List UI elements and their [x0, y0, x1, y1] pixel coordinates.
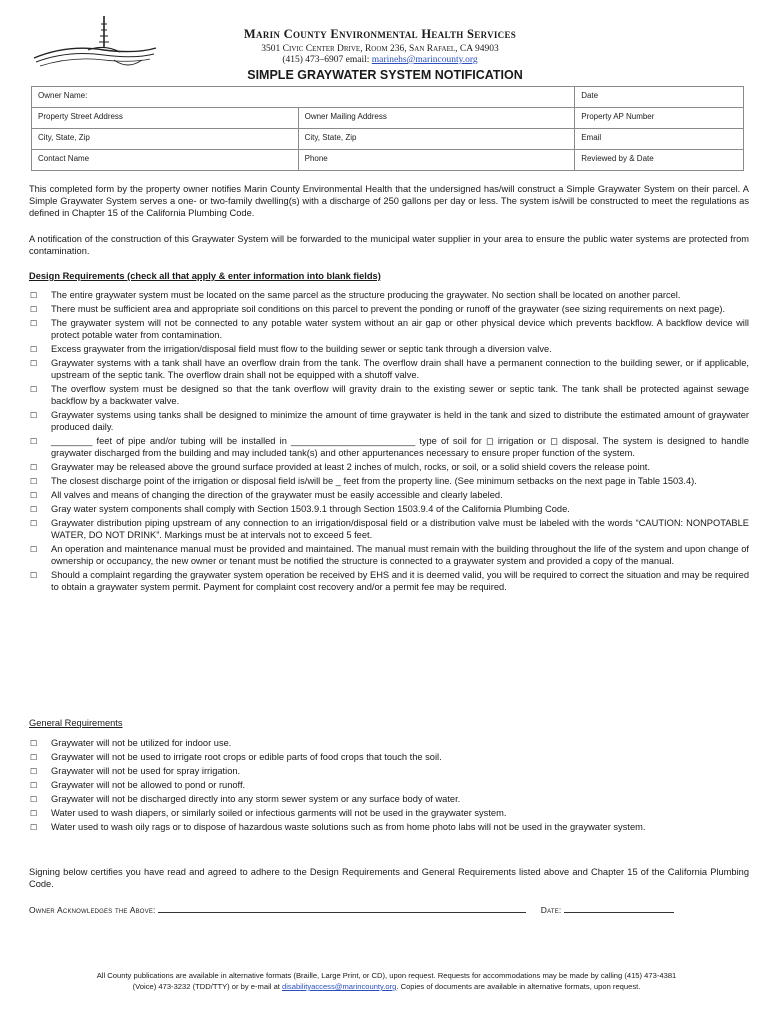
design-requirements-heading: Design Requirements (check all that apply & enter information into blank fields)	[29, 271, 381, 281]
requirement-item	[29, 517, 749, 541]
requirement-text: Graywater will not be used to irrigate root crops or edible parts of food crops that touch the soil.	[51, 752, 442, 762]
requirement-text: Water used to wash diapers, or similarly soiled or infectious garments will not be used in the graywater system.	[51, 808, 507, 818]
footer-line-2	[29, 981, 744, 992]
requirement-item	[29, 779, 749, 791]
requirement-item	[29, 383, 749, 407]
intro-paragraph-2: A notification of the construction of this Graywater System will be forwarded to the municipal water supplier in your area to ensure the public water systems are protected from contamination.	[29, 234, 749, 256]
checkbox-icon[interactable]: ☐	[30, 545, 38, 554]
requirement-item	[29, 303, 749, 315]
owner-info-table	[31, 86, 744, 171]
checkbox-icon[interactable]: ☐	[30, 345, 38, 354]
requirement-item	[29, 475, 749, 487]
checkbox-icon[interactable]: ☐	[30, 739, 38, 748]
agency-contact	[160, 55, 600, 65]
signature-date-label: Date:	[540, 905, 562, 915]
checkbox-icon[interactable]: ☐	[30, 491, 38, 500]
intro-paragraph-1: This completed form by the property owner notifies Marin County Environmental Health that the undersigned has/will construct a Simple Graywater System on their parcel. A Simple Graywater System serves a one- or two-family dwelling(s) with a discharge of 250 gallons per day or less. The system is/will be constructed to meet the regulations as defined in Chapter 15 of the California Plumbing Code.	[29, 184, 749, 218]
agency-email-link[interactable]: marinehs@marincounty.org	[371, 55, 478, 65]
contact-name-field[interactable]: Contact Name	[32, 150, 299, 171]
reviewed-by-date-field[interactable]: Reviewed by & Date	[575, 150, 744, 171]
requirement-text: Graywater will not be used for spray irrigation.	[51, 766, 241, 776]
footer-line-1: All County publications are available in alternative formats (Braille, Large Print, or CD), upon request. Requests for accommodations may be made by calling (415) 473-4381	[96, 971, 677, 980]
agency-header	[160, 27, 600, 65]
requirement-text: Graywater systems using tanks shall be designed to minimize the amount of time graywater is held in the tank and sized to distribute the estimated amount of graywater produced daily.	[51, 410, 749, 432]
requirement-item	[29, 543, 749, 567]
requirement-item	[29, 807, 749, 819]
mailing-city-state-zip-field[interactable]: City, State, Zip	[298, 129, 575, 150]
checkbox-icon[interactable]: ☐	[30, 319, 38, 328]
requirement-item	[29, 489, 749, 501]
requirement-item	[29, 737, 749, 749]
requirement-text: Excess graywater from the irrigation/disposal field must flow to the building sewer or septic tank through a diversion valve.	[51, 344, 552, 354]
general-requirements-heading: General Requirements	[29, 718, 123, 728]
accessibility-footer	[29, 970, 744, 992]
checkbox-icon[interactable]: ☐	[30, 519, 38, 528]
owner-name-field[interactable]: Owner Name:	[32, 87, 575, 108]
requirement-text: Graywater systems with a tank shall have an overflow drain from the tank. The overflow drain shall have a permanent connection to the building sewer, or if applicable, upstream of the septic tank. The overflow drain shall not be equipped with a shutoff valve.	[51, 358, 749, 380]
property-city-state-zip-field[interactable]: City, State, Zip	[32, 129, 299, 150]
checkbox-icon[interactable]: ☐	[30, 437, 38, 446]
marin-civic-center-logo	[28, 14, 158, 74]
requirement-text: The overflow system must be designed so that the tank overflow will gravity drain to the existing sewer or septic tank. The tank shall be protected against sewage backflow by a backwater valve.	[51, 384, 749, 406]
requirement-text: Graywater will not be discharged directly into any storm sewer system or any surface body of water.	[51, 794, 461, 804]
requirement-text: The graywater system will not be connected to any potable water system without an air gap or other physical device which prevents backflow. A backflow device will protect potable water from contamination.	[51, 318, 749, 340]
requirement-text: Graywater will not be utilized for indoor use.	[51, 738, 232, 748]
requirement-item	[29, 343, 749, 355]
checkbox-icon[interactable]: ☐	[30, 505, 38, 514]
requirement-item	[29, 765, 749, 777]
checkbox-icon[interactable]: ☐	[30, 753, 38, 762]
requirement-item	[29, 357, 749, 381]
requirement-item	[29, 317, 749, 341]
requirement-text: Graywater distribution piping upstream of any connection to an irrigation/disposal field or a distribution valve must be labeled with the words “CAUTION: NONPOTABLE WATER, DO NOT DRINK”. Markings must be at intervals not to exceed 5 feet.	[51, 518, 749, 540]
disability-access-email-link[interactable]: disabilityaccess@marincounty.org	[282, 982, 397, 991]
checkbox-icon[interactable]: ☐	[30, 767, 38, 776]
owner-acknowledges-label: Owner Acknowledges the Above:	[29, 905, 156, 915]
footer-line-2-prefix: (Voice) 473-3232 (TDD/TTY) or by e-mail at	[132, 982, 283, 991]
checkbox-icon[interactable]: ☐	[30, 571, 38, 580]
requirement-item	[29, 569, 749, 593]
footer-line-2-suffix: . Copies of documents are available in alternative formats, upon request.	[396, 982, 641, 991]
requirement-text: An operation and maintenance manual must be provided and maintained. The manual must remain with the building throughout the life of the system and upon change of ownership or occupancy, the new owner or tenant must be notified the structure is connected to a graywater system and provided a copy of the manual.	[51, 544, 749, 566]
requirement-item	[29, 409, 749, 433]
requirement-text: Graywater may be released above the ground surface provided at least 2 inches of mulch, rocks, or soil, or a solid shield covers the release point.	[51, 462, 650, 472]
checkbox-icon[interactable]: ☐	[30, 291, 38, 300]
checkbox-icon[interactable]: ☐	[30, 795, 38, 804]
signature-row	[29, 903, 674, 915]
checkbox-icon[interactable]: ☐	[30, 823, 38, 832]
checkbox-icon[interactable]: ☐	[30, 411, 38, 420]
agency-name: Marin County Environmental Health Services	[243, 27, 517, 41]
owner-mailing-address-field[interactable]: Owner Mailing Address	[298, 108, 575, 129]
owner-signature-line[interactable]	[158, 903, 526, 913]
agency-address: 3501 Civic Center Drive, Room 236, San Rafael, CA 94903	[261, 44, 499, 54]
checkbox-icon[interactable]: ☐	[30, 385, 38, 394]
requirement-item	[29, 751, 749, 763]
requirement-item	[29, 461, 749, 473]
requirement-text: Graywater will not be allowed to pond or runoff.	[51, 780, 246, 790]
requirement-item	[29, 793, 749, 805]
form-title: SIMPLE GRAYWATER SYSTEM NOTIFICATION	[247, 68, 523, 82]
requirement-text: ________ feet of pipe and/or tubing will be installed in ________________________ type of soil for ◻ irrigation or ◻ disposal. The system is designed to handle graywater discharged from the building and may included tank(s) and other appurtenances necessary to ensure proper function of the system.	[51, 436, 749, 458]
property-ap-number-field[interactable]: Property AP Number	[575, 108, 744, 129]
requirement-text: The closest discharge point of the irrigation or disposal field is/will be _ feet from the property line. (See minimum setbacks on the next page in Table 1503.4).	[51, 476, 697, 486]
signature-date-line[interactable]	[564, 903, 674, 913]
requirement-text: All valves and means of changing the direction of the graywater must be easily accessible and clearly labeled.	[51, 490, 503, 500]
agency-phone: (415) 473–6907 email:	[282, 55, 372, 65]
phone-field[interactable]: Phone	[298, 150, 575, 171]
email-field[interactable]: Email	[575, 129, 744, 150]
checkbox-icon[interactable]: ☐	[30, 809, 38, 818]
requirement-item	[29, 821, 749, 833]
requirement-text: The entire graywater system must be located on the same parcel as the structure producing the graywater. No section shall be located on another parcel.	[51, 290, 681, 300]
requirement-item	[29, 503, 749, 515]
requirement-item	[29, 435, 749, 459]
design-requirements-list	[29, 289, 749, 593]
requirement-text: Water used to wash oily rags or to dispose of hazardous waste solutions such as from home photo labs will not be used in the graywater system.	[51, 822, 646, 832]
requirement-item	[29, 289, 749, 301]
requirement-text: Should a complaint regarding the graywater system operation be received by EHS and it is deemed valid, you will be required to correct the situation and may be required to obtain a graywater system permit. Payment for complaint cost recovery and/or a permit fee may be required.	[51, 570, 749, 592]
requirement-text: Gray water system components shall comply with Section 1503.9.1 through Section 1503.9.4 of the California Plumbing Code.	[51, 504, 570, 514]
certification-text: Signing below certifies you have read and agreed to adhere to the Design Requirements and General Requirements listed above and Chapter 15 of the California Plumbing Code.	[29, 867, 749, 889]
general-requirements-list	[29, 737, 749, 833]
property-street-address-field[interactable]: Property Street Address	[32, 108, 299, 129]
checkbox-icon[interactable]: ☐	[30, 305, 38, 314]
checkbox-icon[interactable]: ☐	[30, 781, 38, 790]
checkbox-icon[interactable]: ☐	[30, 359, 38, 368]
date-field[interactable]: Date	[575, 87, 744, 108]
checkbox-icon[interactable]: ☐	[30, 477, 38, 486]
requirement-text: There must be sufficient area and appropriate soil conditions on this parcel to prevent the ponding or runoff of the graywater (see sizing requirements on next page).	[51, 304, 726, 314]
checkbox-icon[interactable]: ☐	[30, 463, 38, 472]
